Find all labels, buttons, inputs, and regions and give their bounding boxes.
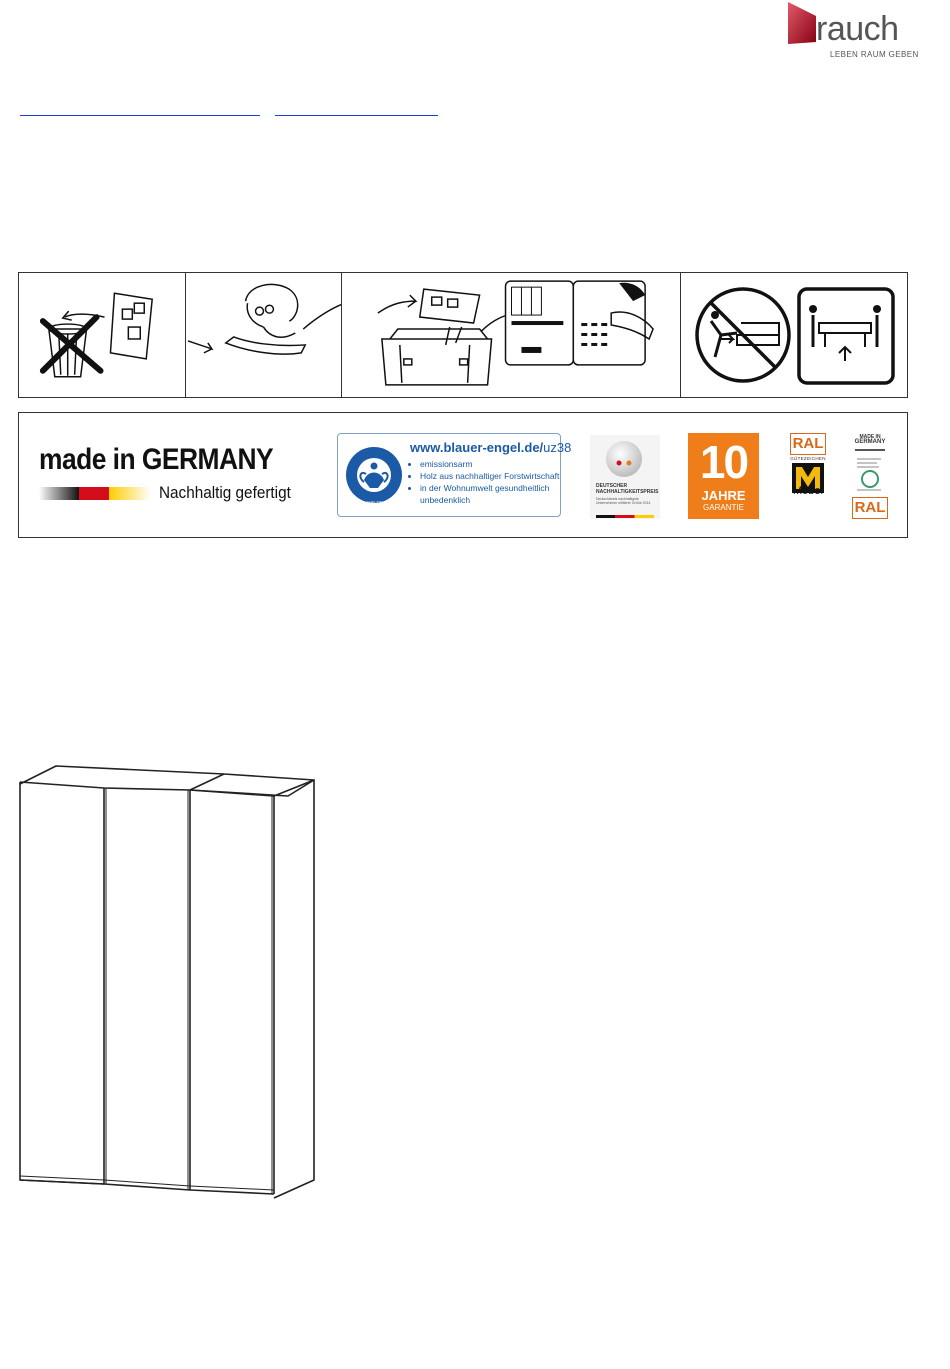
guetezeichen-label: GÜTEZEICHEN bbox=[790, 456, 826, 461]
ral-moebel-badge bbox=[790, 433, 826, 519]
list-item: • emissionsarm bbox=[420, 458, 560, 470]
instruction-strip bbox=[18, 272, 908, 398]
seal-bottom-text: DAS UMWELTZEICHEN bbox=[352, 500, 397, 505]
made-in-germany-subtitle: Nachhaltig gefertigt bbox=[159, 483, 291, 502]
preis-subtitle: Deutschlands nachhaltigste Unternehmen mittlerer Größe 2014 bbox=[596, 497, 651, 505]
link-underline-2[interactable] bbox=[275, 115, 438, 116]
preis-flag-bar bbox=[596, 515, 654, 518]
read-manual-icon bbox=[186, 273, 341, 397]
ral-logo: RAL bbox=[852, 497, 888, 519]
garantie-number: 10 bbox=[699, 436, 748, 488]
blauer-engel-bullets bbox=[410, 458, 560, 506]
assembly-diagram-icon bbox=[506, 281, 654, 365]
instruction-panel-keep-manual bbox=[19, 273, 186, 397]
divider bbox=[855, 449, 885, 451]
instruction-panel-read-manual bbox=[186, 273, 342, 397]
seal-text-icon bbox=[855, 455, 885, 493]
brand-logo bbox=[786, 2, 919, 60]
flag-bar-black bbox=[39, 487, 79, 500]
instruction-panel-handling bbox=[681, 273, 907, 397]
wardrobe-illustration bbox=[18, 762, 318, 1202]
brand-name: rauch bbox=[816, 10, 899, 48]
garantie-badge bbox=[688, 433, 759, 519]
list-item: • in der Wohnumwelt gesundheitlich unbedenklich bbox=[420, 482, 560, 506]
preis-title: DEUTSCHER NACHHALTIGKEITSPREIS bbox=[596, 483, 659, 495]
ral-made-in-germany-badge bbox=[852, 433, 888, 519]
made-in-germany-title: made in GERMANY bbox=[39, 443, 274, 476]
seal-top-text: BLAUER ENGEL bbox=[358, 438, 390, 443]
no-push-icon bbox=[681, 273, 907, 397]
ral2-title: MADE IN GERMANY bbox=[854, 434, 886, 445]
garantie-label: GARANTIE bbox=[703, 503, 744, 512]
flag-bar-gold bbox=[109, 487, 151, 500]
no-trash-icon bbox=[19, 273, 185, 397]
instruction-panel-file-manual bbox=[342, 273, 681, 397]
nachhaltigkeitspreis-badge bbox=[590, 435, 660, 519]
certifications-strip bbox=[18, 412, 908, 538]
award-sphere-icon bbox=[602, 439, 646, 479]
brand-tagline: LEBEN RAUM GEBEN bbox=[830, 50, 919, 59]
ral-logo: RAL bbox=[790, 433, 826, 455]
flag-bar-red bbox=[79, 487, 109, 500]
list-item: • Holz aus nachhaltiger Forstwirtschaft bbox=[420, 470, 560, 482]
moebel-label: Möbel bbox=[793, 485, 823, 497]
link-underline-1[interactable] bbox=[20, 115, 260, 116]
blauer-engel-badge bbox=[337, 433, 572, 517]
file-manual-icon bbox=[342, 273, 680, 397]
garantie-unit: JAHRE bbox=[701, 488, 746, 503]
blauer-engel-url: www.blauer-engel.de/uz38 bbox=[410, 440, 572, 455]
